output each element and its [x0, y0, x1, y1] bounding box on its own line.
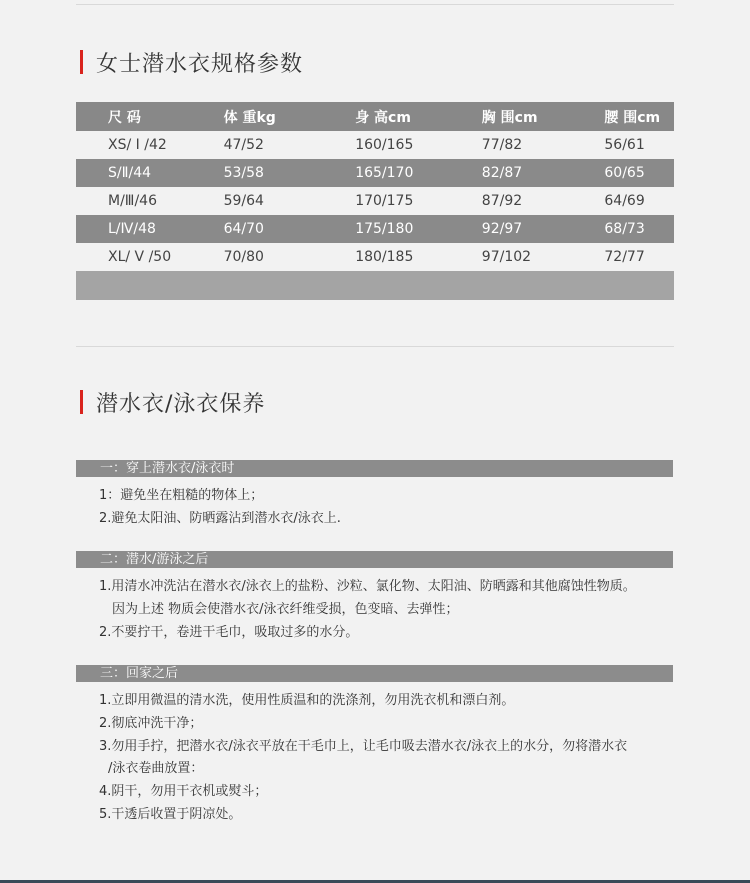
cell-size: S/Ⅱ/44: [76, 159, 196, 187]
cell-chest: 87/92: [435, 187, 555, 215]
header-waist: 腰 围cm: [554, 102, 674, 131]
cell-size: M/Ⅲ/46: [76, 187, 196, 215]
header-height: 身 高cm: [315, 102, 435, 131]
spec-title-text: 女士潜水衣规格参数: [96, 51, 304, 77]
care-instruction-line: 1.立即用微温的清水洗，使用性质温和的洗涤剂，勿用洗衣机和漂白剂。: [99, 693, 515, 708]
cell-waist: 72/77: [554, 243, 674, 271]
cell-weight: 70/80: [196, 243, 316, 271]
cell-height: 180/185: [315, 243, 435, 271]
cell-size: XS/ I /42: [76, 131, 196, 159]
cell-chest: 77/82: [435, 131, 555, 159]
care-instruction-line: 1.用清水冲洗沾在潜水衣/泳衣上的盐粉、沙粒、氯化物、太阳油、防晒露和其他腐蚀性物质。: [99, 579, 636, 594]
cell-waist: 68/73: [554, 215, 674, 243]
cell-size: L/Ⅳ/48: [76, 215, 196, 243]
section-divider: [76, 346, 674, 347]
cell-weight: 64/70: [196, 215, 316, 243]
care-instruction-line: 2.彻底冲洗干净；: [99, 716, 203, 731]
cell-waist: 56/61: [554, 131, 674, 159]
table-row: [76, 215, 674, 243]
care-section-title: [80, 389, 265, 415]
care-group-heading: 二：潜水/游泳之后: [76, 551, 673, 568]
cell-size: XL/ V /50: [76, 243, 196, 271]
cell-weight: 47/52: [196, 131, 316, 159]
cell-chest: 97/102: [435, 243, 555, 271]
care-instruction-line: /泳衣卷曲放置：: [108, 761, 204, 776]
care-instruction-line: 因为上述 物质会使潜水衣/泳衣纤维受损，色变暗、去弹性；: [112, 602, 459, 617]
title-accent-bar: [80, 50, 83, 74]
size-spec-table: [76, 102, 674, 300]
care-instruction-line: 4.阴干，勿用干衣机或熨斗；: [99, 784, 268, 799]
table-header-row: [76, 102, 674, 131]
table-row: [76, 131, 674, 159]
header-weight: 体 重kg: [196, 102, 316, 131]
care-group-heading: 一：穿上潜水衣/泳衣时: [76, 460, 673, 477]
cell-height: 170/175: [315, 187, 435, 215]
header-size: 尺 码: [76, 102, 196, 131]
cell-height: 160/165: [315, 131, 435, 159]
cell-height: 175/180: [315, 215, 435, 243]
cell-waist: 64/69: [554, 187, 674, 215]
care-instruction-line: 1：避免坐在粗糙的物体上；: [99, 488, 264, 503]
cell-height: 165/170: [315, 159, 435, 187]
care-title-text: 潜水衣/泳衣保养: [96, 391, 266, 417]
care-group-heading: 三：回家之后: [76, 665, 673, 682]
top-divider: [76, 4, 674, 5]
table-row: [76, 243, 674, 271]
care-instruction-line: 5.干透后收置于阴凉处。: [99, 807, 242, 822]
cell-weight: 59/64: [196, 187, 316, 215]
title-accent-bar: [80, 390, 83, 414]
care-instruction-line: 2.不要拧干，卷进干毛巾，吸取过多的水分。: [99, 625, 359, 640]
care-instruction-line: 3.勿用手拧，把潜水衣/泳衣平放在干毛巾上，让毛巾吸去潜水衣/泳衣上的水分，勿将潜水衣: [99, 739, 628, 754]
cell-weight: 53/58: [196, 159, 316, 187]
header-chest: 胸 围cm: [435, 102, 555, 131]
care-instruction-line: 2.避免太阳油、防晒露沾到潜水衣/泳衣上.: [99, 511, 341, 526]
cell-chest: 92/97: [435, 215, 555, 243]
cell-chest: 82/87: [435, 159, 555, 187]
table-footer-band: [76, 271, 674, 300]
cell-waist: 60/65: [554, 159, 674, 187]
table-row: [76, 187, 674, 215]
spec-section-title: [80, 49, 303, 75]
table-row: [76, 159, 674, 187]
